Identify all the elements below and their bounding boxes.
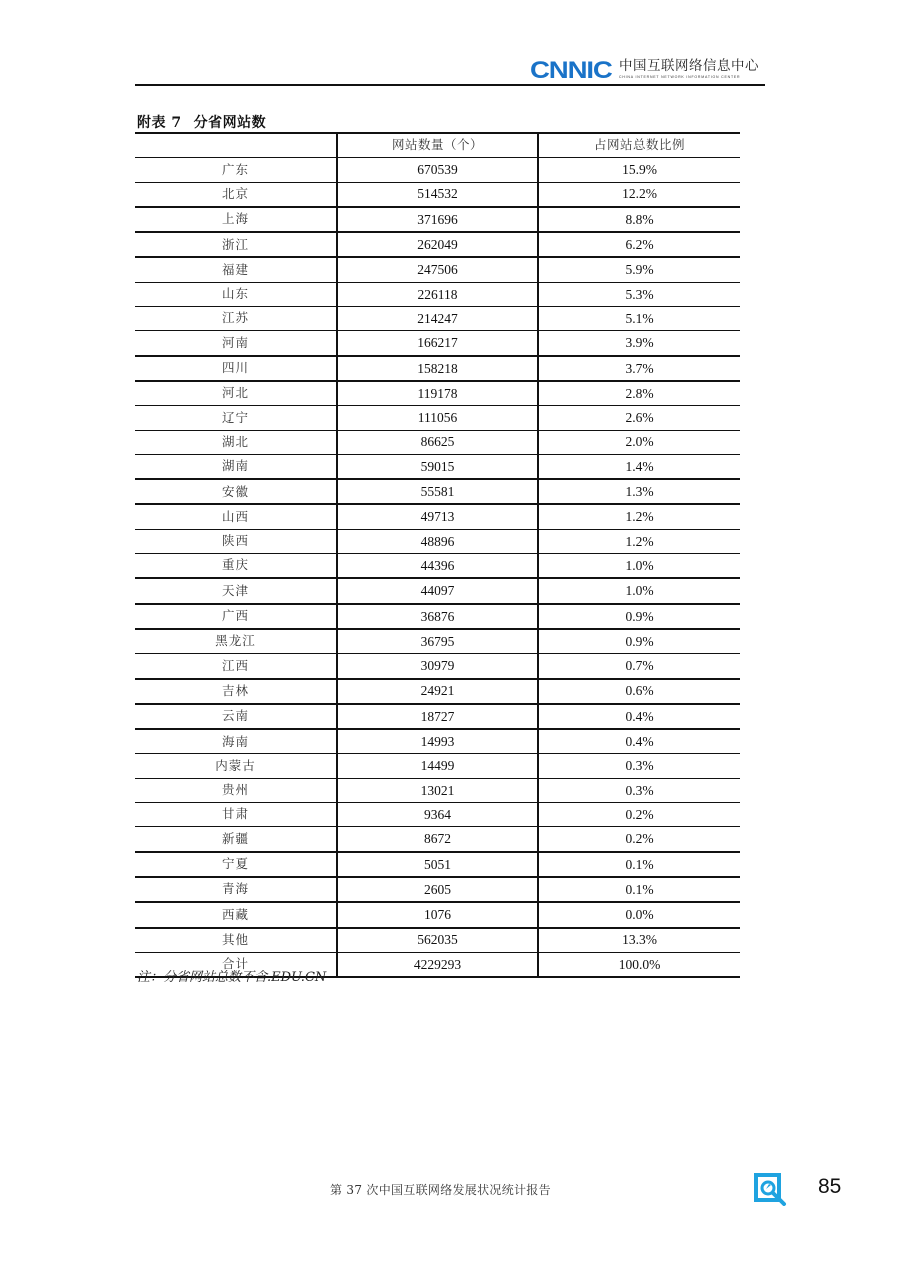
count-cell: 8672 <box>337 827 538 852</box>
count-cell: 5051 <box>337 852 538 877</box>
share-cell: 0.6% <box>538 679 740 704</box>
province-cell: 广西 <box>135 604 337 629</box>
table-row <box>135 679 740 704</box>
share-cell: 0.9% <box>538 629 740 654</box>
column-header-province <box>135 133 337 158</box>
count-cell: 4229293 <box>337 952 538 977</box>
table-row <box>135 307 740 331</box>
province-cell: 内蒙古 <box>135 754 337 778</box>
table-row <box>135 454 740 479</box>
province-cell: 其他 <box>135 928 337 953</box>
share-cell: 0.0% <box>538 902 740 927</box>
table-row <box>135 381 740 406</box>
province-cell: 河北 <box>135 381 337 406</box>
share-cell: 15.9% <box>538 158 740 182</box>
share-cell: 0.7% <box>538 654 740 679</box>
province-cell: 吉林 <box>135 679 337 704</box>
table-row <box>135 654 740 679</box>
province-cell: 重庆 <box>135 554 337 579</box>
province-cell: 福建 <box>135 257 337 282</box>
province-websites-table <box>135 132 740 978</box>
share-cell: 1.2% <box>538 529 740 553</box>
province-cell: 辽宁 <box>135 406 337 430</box>
table-row <box>135 207 740 232</box>
share-cell: 1.4% <box>538 454 740 479</box>
province-cell: 合计 <box>135 952 337 977</box>
table-row <box>135 578 740 603</box>
table-row <box>135 928 740 953</box>
count-cell: 158218 <box>337 356 538 381</box>
province-cell: 河南 <box>135 331 337 356</box>
province-cell: 上海 <box>135 207 337 232</box>
table-row <box>135 529 740 553</box>
page-header <box>135 58 765 88</box>
count-cell: 514532 <box>337 182 538 207</box>
share-cell: 13.3% <box>538 928 740 953</box>
share-cell: 2.8% <box>538 381 740 406</box>
province-cell: 西藏 <box>135 902 337 927</box>
share-cell: 5.9% <box>538 257 740 282</box>
table-row <box>135 406 740 430</box>
share-cell: 2.0% <box>538 430 740 454</box>
share-cell: 0.4% <box>538 704 740 729</box>
province-cell: 宁夏 <box>135 852 337 877</box>
share-cell: 0.2% <box>538 827 740 852</box>
caption-label: 附表 7 <box>137 115 182 131</box>
province-cell: 贵州 <box>135 778 337 802</box>
column-header-share: 占网站总数比例 <box>538 133 740 158</box>
share-cell: 1.3% <box>538 479 740 504</box>
count-cell: 1076 <box>337 902 538 927</box>
table-caption <box>137 112 266 132</box>
table-row <box>135 554 740 579</box>
count-cell: 262049 <box>337 232 538 257</box>
share-cell: 0.4% <box>538 729 740 754</box>
table-row <box>135 257 740 282</box>
table-row <box>135 803 740 827</box>
count-cell: 14993 <box>337 729 538 754</box>
count-cell: 44097 <box>337 578 538 603</box>
province-cell: 北京 <box>135 182 337 207</box>
province-cell: 新疆 <box>135 827 337 852</box>
share-cell: 3.9% <box>538 331 740 356</box>
table-row <box>135 629 740 654</box>
province-cell: 浙江 <box>135 232 337 257</box>
table-row <box>135 729 740 754</box>
province-cell: 湖北 <box>135 430 337 454</box>
count-cell: 247506 <box>337 257 538 282</box>
province-cell: 广东 <box>135 158 337 182</box>
count-cell: 214247 <box>337 307 538 331</box>
count-cell: 30979 <box>337 654 538 679</box>
province-cell: 天津 <box>135 578 337 603</box>
share-cell: 0.3% <box>538 754 740 778</box>
share-cell: 12.2% <box>538 182 740 207</box>
share-cell: 1.0% <box>538 554 740 579</box>
province-cell: 湖南 <box>135 454 337 479</box>
table-note: 注：分省网站总数不含.EDU.CN <box>137 970 327 985</box>
province-cell: 云南 <box>135 704 337 729</box>
table-row <box>135 158 740 182</box>
logo-en: CHINA INTERNET NETWORK INFORMATION CENTER <box>619 74 741 79</box>
count-cell: 371696 <box>337 207 538 232</box>
province-cell: 江西 <box>135 654 337 679</box>
count-cell: 59015 <box>337 454 538 479</box>
table-row <box>135 356 740 381</box>
count-cell: 119178 <box>337 381 538 406</box>
share-cell: 1.0% <box>538 578 740 603</box>
share-cell: 100.0% <box>538 952 740 977</box>
table-row <box>135 877 740 902</box>
table-row <box>135 754 740 778</box>
count-cell: 562035 <box>337 928 538 953</box>
cnnic-logo <box>530 57 759 84</box>
count-cell: 13021 <box>337 778 538 802</box>
count-cell: 2605 <box>337 877 538 902</box>
count-cell: 9364 <box>337 803 538 827</box>
count-cell: 226118 <box>337 282 538 306</box>
caption-title: 分省网站数 <box>193 115 267 131</box>
share-cell: 8.8% <box>538 207 740 232</box>
table-row <box>135 604 740 629</box>
share-cell: 1.2% <box>538 504 740 529</box>
province-cell: 青海 <box>135 877 337 902</box>
footer-report-title: 第 37 次中国互联网络发展状况统计报告 <box>330 1183 551 1197</box>
table-row <box>135 182 740 207</box>
share-cell: 3.7% <box>538 356 740 381</box>
province-cell: 江苏 <box>135 307 337 331</box>
province-cell: 陕西 <box>135 529 337 553</box>
table-row <box>135 778 740 802</box>
count-cell: 48896 <box>337 529 538 553</box>
table-row <box>135 852 740 877</box>
count-cell: 670539 <box>337 158 538 182</box>
province-cell: 海南 <box>135 729 337 754</box>
table-row <box>135 504 740 529</box>
table-row <box>135 331 740 356</box>
magnifier-report-icon <box>754 1172 788 1206</box>
province-cell: 四川 <box>135 356 337 381</box>
count-cell: 18727 <box>337 704 538 729</box>
count-cell: 55581 <box>337 479 538 504</box>
count-cell: 86625 <box>337 430 538 454</box>
table-row <box>135 479 740 504</box>
share-cell: 0.1% <box>538 877 740 902</box>
table-row <box>135 282 740 306</box>
province-cell: 山西 <box>135 504 337 529</box>
column-header-count: 网站数量（个） <box>337 133 538 158</box>
count-cell: 24921 <box>337 679 538 704</box>
table-header-row <box>135 133 740 158</box>
table-row <box>135 232 740 257</box>
share-cell: 5.3% <box>538 282 740 306</box>
table-row <box>135 902 740 927</box>
page-number: 85 <box>818 1175 842 1198</box>
share-cell: 2.6% <box>538 406 740 430</box>
share-cell: 0.2% <box>538 803 740 827</box>
share-cell: 0.9% <box>538 604 740 629</box>
province-cell: 黑龙江 <box>135 629 337 654</box>
share-cell: 5.1% <box>538 307 740 331</box>
table-row <box>135 704 740 729</box>
logo-text <box>619 60 759 79</box>
count-cell: 14499 <box>337 754 538 778</box>
table-row <box>135 430 740 454</box>
count-cell: 111056 <box>337 406 538 430</box>
province-cell: 安徽 <box>135 479 337 504</box>
province-cell: 山东 <box>135 282 337 306</box>
header-rule <box>135 84 765 86</box>
count-cell: 36795 <box>337 629 538 654</box>
share-cell: 6.2% <box>538 232 740 257</box>
share-cell: 0.3% <box>538 778 740 802</box>
count-cell: 36876 <box>337 604 538 629</box>
count-cell: 44396 <box>337 554 538 579</box>
share-cell: 0.1% <box>538 852 740 877</box>
count-cell: 49713 <box>337 504 538 529</box>
province-cell: 甘肃 <box>135 803 337 827</box>
table-row <box>135 827 740 852</box>
logo-mark: CNNIC <box>530 57 612 84</box>
logo-cn: 中国互联网络信息中心 <box>619 58 759 74</box>
count-cell: 166217 <box>337 331 538 356</box>
